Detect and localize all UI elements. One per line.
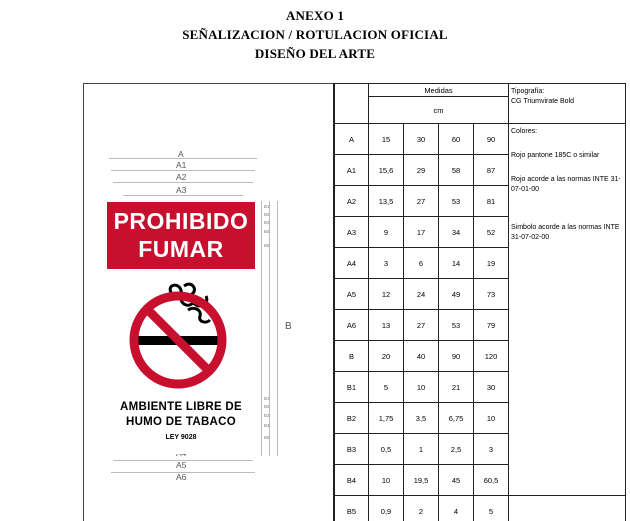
- tipografia-label: Tipografía:: [511, 88, 545, 95]
- cell: 40: [404, 341, 439, 372]
- cell: 60: [439, 124, 474, 155]
- notes-cell-empty: [509, 496, 626, 521]
- cell: 10: [404, 372, 439, 403]
- tipografia-cell: [509, 84, 626, 124]
- dim-label-a5: A5: [176, 460, 187, 470]
- dim-small-b5-lower: B5: [264, 435, 270, 440]
- cell: 90: [474, 124, 509, 155]
- dim-label-a6: A6: [176, 472, 187, 482]
- dim-vline-3: [277, 201, 278, 456]
- cell: 15: [369, 124, 404, 155]
- dim-small-b5-upper: B5: [264, 243, 270, 248]
- table-corner-cell: [335, 84, 369, 124]
- cell: 19,5: [404, 465, 439, 496]
- cell: 12: [369, 279, 404, 310]
- dim-label-b: B: [285, 321, 292, 332]
- sign-subtitle-line2: HUMO DE TABACO: [125, 416, 237, 428]
- row-label: B1: [335, 372, 369, 403]
- dim-small-b1-upper: B1: [264, 204, 270, 209]
- cell: 49: [439, 279, 474, 310]
- cell: 58: [439, 155, 474, 186]
- row-label: A1: [335, 155, 369, 186]
- sign-subtitle-line1: AMBIENTE LIBRE DE: [119, 401, 243, 413]
- dim-line-a1: [111, 170, 255, 171]
- cell: 2: [404, 496, 439, 521]
- row-label: B4: [335, 465, 369, 496]
- cell: 53: [439, 186, 474, 217]
- colores-label: Colores:: [511, 128, 538, 135]
- subsection-title: DISEÑO DEL ARTE: [254, 46, 376, 61]
- document-header: [0, 6, 630, 63]
- table-row: [335, 496, 626, 521]
- cell: 3,5: [404, 403, 439, 434]
- dim-line-a2: [113, 182, 253, 183]
- row-label: B: [335, 341, 369, 372]
- no-smoking-sign: [107, 202, 255, 454]
- sign-title-line2: FUMAR: [138, 236, 224, 262]
- cell: 0,9: [369, 496, 404, 521]
- cell: 0,5: [369, 434, 404, 465]
- cell: 6: [404, 248, 439, 279]
- medidas-header: Medidas: [369, 84, 509, 97]
- cell: 73: [474, 279, 509, 310]
- sign-law-reference: LEY 9028: [165, 434, 197, 441]
- row-label: B5: [335, 496, 369, 521]
- section-title: SEÑALIZACION / ROTULACION OFICIAL: [182, 27, 448, 42]
- cell: 14: [439, 248, 474, 279]
- dim-label-a3: A3: [176, 185, 187, 195]
- cell: 20: [369, 341, 404, 372]
- dim-small-b1-lower: B1: [264, 396, 270, 401]
- cell: 1: [404, 434, 439, 465]
- row-label: A2: [335, 186, 369, 217]
- cell: 1,75: [369, 403, 404, 434]
- cell: 2,5: [439, 434, 474, 465]
- cell: 10: [369, 465, 404, 496]
- tipografia-value: CG Triumvirate Bold: [511, 98, 575, 105]
- dim-line-a3: [123, 195, 243, 196]
- notes-cell: [509, 124, 626, 496]
- dim-small-b2-lower: B2: [264, 404, 270, 409]
- dim-small-b4-upper: B4: [264, 229, 270, 234]
- cell: 81: [474, 186, 509, 217]
- cell: 15,6: [369, 155, 404, 186]
- row-label: A3: [335, 217, 369, 248]
- cell: 60,5: [474, 465, 509, 496]
- cell: 27: [404, 186, 439, 217]
- cell: 29: [404, 155, 439, 186]
- cell: 24: [404, 279, 439, 310]
- no-smoking-icon: [128, 276, 234, 394]
- cell: 34: [439, 217, 474, 248]
- row-label: B3: [335, 434, 369, 465]
- dim-small-b3-lower: B3: [264, 413, 270, 418]
- row-label: B2: [335, 403, 369, 434]
- table-row: [335, 124, 626, 155]
- cell: 87: [474, 155, 509, 186]
- cell: 79: [474, 310, 509, 341]
- unit-header: cm: [369, 97, 509, 124]
- measurements-table: [334, 83, 626, 521]
- cell: 17: [404, 217, 439, 248]
- cell: 13: [369, 310, 404, 341]
- dim-label-a1: A1: [176, 160, 187, 170]
- cell: 53: [439, 310, 474, 341]
- cell: 19: [474, 248, 509, 279]
- row-label: A4: [335, 248, 369, 279]
- cell: 6,75: [439, 403, 474, 434]
- cell: 5: [474, 496, 509, 521]
- cell: 13,5: [369, 186, 404, 217]
- cell: 9: [369, 217, 404, 248]
- cell: 45: [439, 465, 474, 496]
- dim-vline-1: [261, 201, 262, 456]
- annex-title: ANEXO 1: [285, 8, 345, 23]
- cell: 5: [369, 372, 404, 403]
- dim-small-b3-upper: B3: [264, 220, 270, 225]
- row-label: A6: [335, 310, 369, 341]
- color-note-1: Rojo pantone 185C o similar: [511, 152, 600, 159]
- cell: 120: [474, 341, 509, 372]
- dim-small-b4-lower: B4: [264, 423, 270, 428]
- cell: 30: [404, 124, 439, 155]
- row-label: A5: [335, 279, 369, 310]
- symbol-note: Simbolo acorde a las normas INTE 31-07-02-00: [511, 224, 620, 241]
- dim-small-b2-upper: B2: [264, 212, 270, 217]
- color-note-2: Rojo acorde a las normas INTE 31-07-01-00: [511, 176, 621, 193]
- row-label: A: [335, 124, 369, 155]
- cell: 90: [439, 341, 474, 372]
- cell: 10: [474, 403, 509, 434]
- cell: 27: [404, 310, 439, 341]
- cell: 21: [439, 372, 474, 403]
- cell: 3: [474, 434, 509, 465]
- dim-label-a2: A2: [176, 172, 187, 182]
- cell: 52: [474, 217, 509, 248]
- dim-line-a: [109, 158, 257, 159]
- sign-title-line1: PROHIBIDO: [113, 208, 249, 234]
- sign-red-banner: [107, 202, 255, 269]
- cell: 4: [439, 496, 474, 521]
- cell: 30: [474, 372, 509, 403]
- dim-label-a: A: [178, 149, 184, 159]
- cell: 3: [369, 248, 404, 279]
